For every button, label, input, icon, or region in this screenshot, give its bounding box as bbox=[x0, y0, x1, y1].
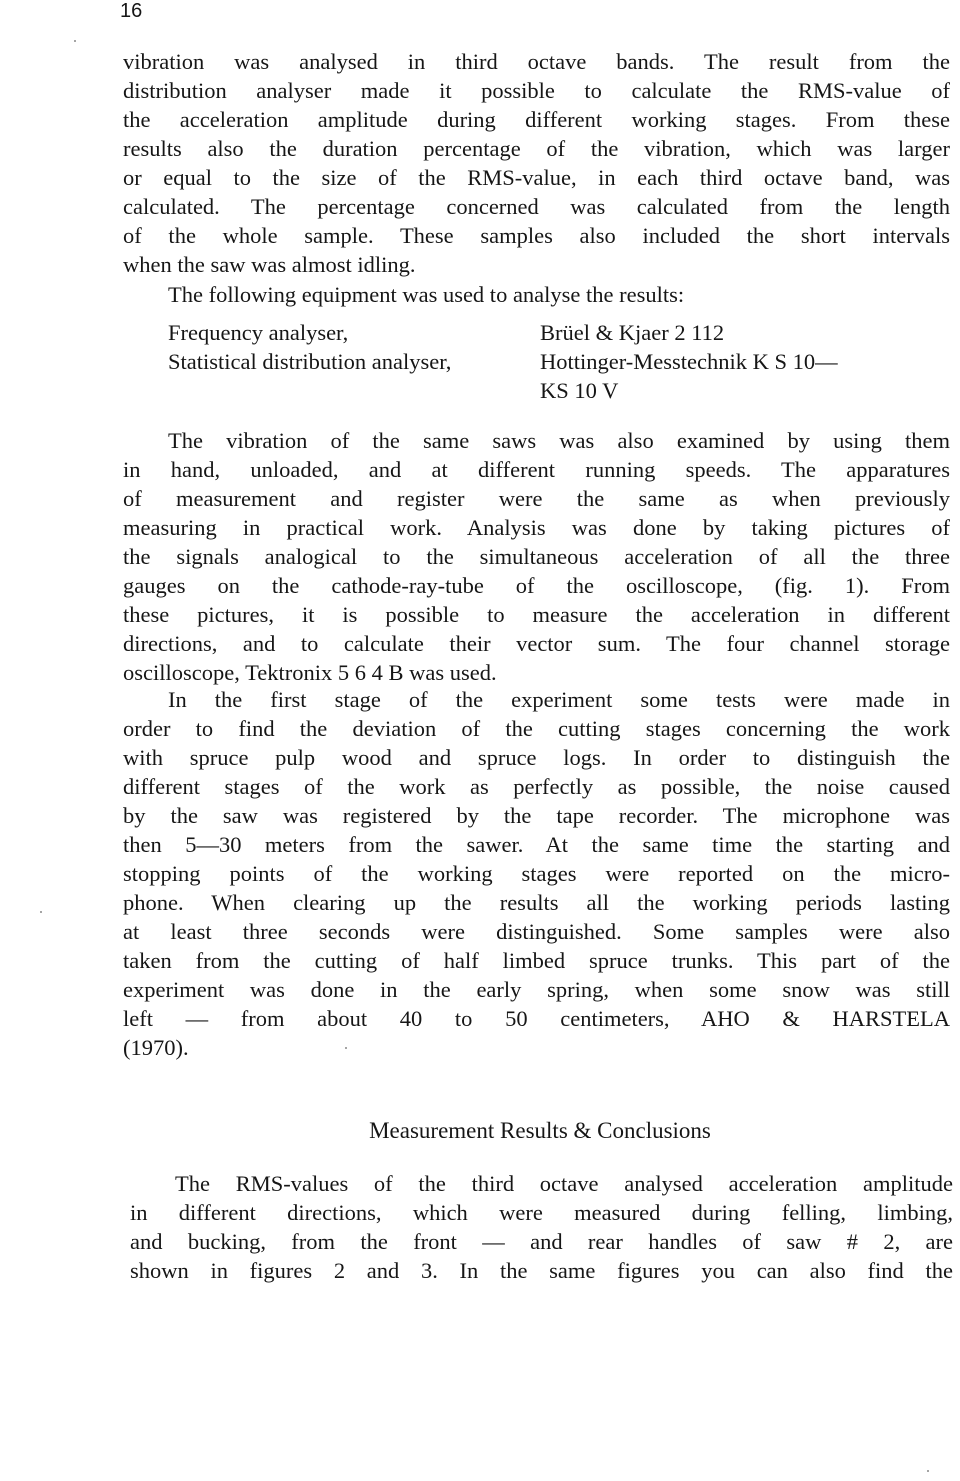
text-line: measuring in practical work. Analysis was done by taking pictures of bbox=[123, 515, 950, 540]
text-line: shown in figures 2 and 3. In the same figures you can also find the bbox=[130, 1258, 953, 1283]
scan-speck bbox=[345, 1047, 347, 1049]
text-line: directions, and to calculate their vector sum. The four channel storage bbox=[123, 631, 950, 656]
equipment-item: Frequency analyser, bbox=[168, 320, 349, 345]
text-line: with spruce pulp wood and spruce logs. In order to distinguish the bbox=[123, 745, 950, 770]
section-heading: Measurement Results & Conclusions bbox=[369, 1118, 711, 1143]
paragraph-measurement-results bbox=[130, 1169, 953, 1285]
paragraph-first-stage bbox=[123, 685, 950, 1062]
scan-speck bbox=[40, 911, 42, 913]
equipment-item: Statistical distribution analyser, bbox=[168, 349, 452, 374]
text-line: of measurement and register were the same as when previously bbox=[123, 486, 950, 511]
text-line: taken from the cutting of half limbed spruce trunks. This part of the bbox=[123, 948, 950, 973]
equipment-row bbox=[168, 318, 948, 347]
text-line: (1970). bbox=[123, 1035, 189, 1060]
text-line: in different directions, which were measured during felling, limbing, bbox=[130, 1200, 953, 1225]
text-line: of the whole sample. These samples also included the short intervals bbox=[123, 223, 950, 248]
equipment-row bbox=[168, 347, 948, 376]
scan-speck bbox=[74, 40, 76, 42]
text-line: In the first stage of the experiment some tests were made in bbox=[168, 687, 950, 712]
text-line: and bucking, from the front — and rear handles of saw # 2, are bbox=[130, 1229, 953, 1254]
text-line: stopping points of the working stages were reported on the micro- bbox=[123, 861, 950, 886]
text-line: results also the duration percentage of the vibration, which was larger bbox=[123, 136, 950, 161]
text-line: gauges on the cathode-ray-tube of the oscilloscope, (fig. 1). From bbox=[123, 573, 950, 598]
equipment-list bbox=[168, 318, 948, 405]
text-line: calculated. The percentage concerned was calculated from the length bbox=[123, 194, 950, 219]
equipment-intro bbox=[168, 280, 950, 309]
equipment-model: KS 10 V bbox=[540, 378, 619, 403]
text-line: distribution analyser made it possible to calculate the RMS-value of bbox=[123, 78, 950, 103]
text-line: vibration was analysed in third octave bands. The result from the bbox=[123, 49, 950, 74]
text-line: by the saw was registered by the tape recorder. The microphone was bbox=[123, 803, 950, 828]
text-line: the acceleration amplitude during different working stages. From these bbox=[123, 107, 950, 132]
page-number: 16 bbox=[120, 0, 143, 22]
text-line: left — from about 40 to 50 centimeters, AHO & HARSTELA bbox=[123, 1006, 950, 1031]
equipment-model: Hottinger-Messtechnik K S 10— bbox=[540, 349, 838, 374]
text-line: these pictures, it is possible to measure the acceleration in different bbox=[123, 602, 950, 627]
text-line: the signals analogical to the simultaneous acceleration of all the three bbox=[123, 544, 950, 569]
text-line: oscilloscope, Tektronix 5 6 4 B was used. bbox=[123, 660, 497, 685]
text-line: phone. When clearing up the results all the working periods lasting bbox=[123, 890, 950, 915]
paragraph-vibration-analysis bbox=[123, 47, 950, 279]
text-line: when the saw was almost idling. bbox=[123, 252, 416, 277]
text-line: at least three seconds were distinguished. Some samples were also bbox=[123, 919, 950, 944]
equipment-row bbox=[168, 376, 948, 405]
equipment-model: Brüel & Kjaer 2 112 bbox=[540, 320, 725, 345]
text-line: experiment was done in the early spring, when some snow was still bbox=[123, 977, 950, 1002]
text-line: in hand, unloaded, and at different running speeds. The apparatures bbox=[123, 457, 950, 482]
text-line: or equal to the size of the RMS-value, in each third octave band, was bbox=[123, 165, 950, 190]
scan-speck bbox=[927, 1470, 929, 1472]
text-line: The vibration of the same saws was also examined by using them bbox=[168, 428, 950, 453]
text-line: order to find the deviation of the cutting stages concerning the work bbox=[123, 716, 950, 741]
text-line: different stages of the work as perfectly as possible, the noise caused bbox=[123, 774, 950, 799]
text-line: The RMS-values of the third octave analysed acceleration amplitude bbox=[175, 1171, 953, 1196]
paragraph-saw-examination bbox=[123, 426, 950, 687]
text-line: then 5—30 meters from the sawer. At the same time the starting and bbox=[123, 832, 950, 857]
text-line: The following equipment was used to analyse the results: bbox=[168, 282, 685, 307]
